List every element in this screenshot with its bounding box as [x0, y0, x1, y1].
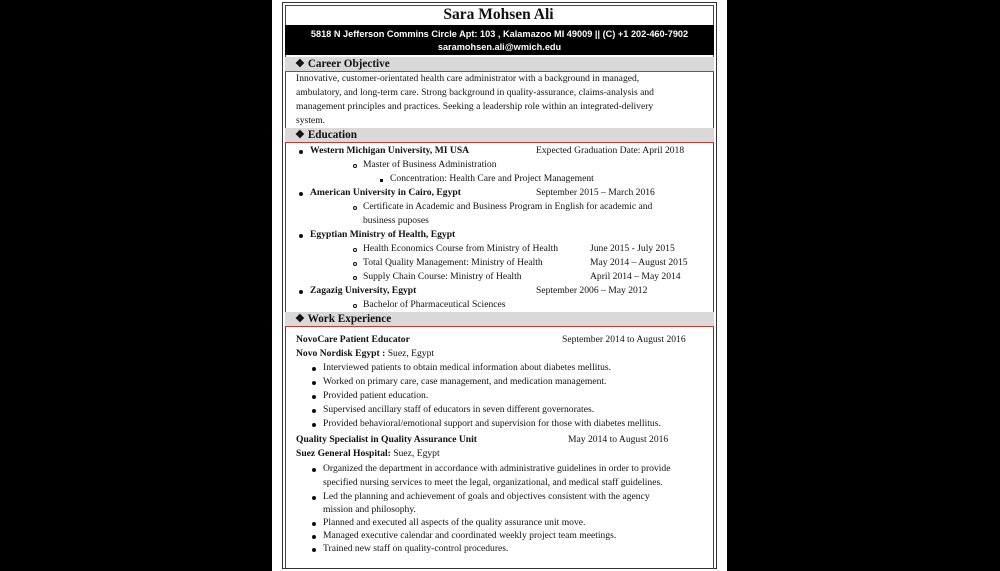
bullet-dot — [312, 381, 316, 385]
course-date: June 2015 - July 2015 — [590, 243, 675, 254]
job-bullet: Worked on primary care, case management, and medication management. — [323, 376, 607, 387]
job-bullet: Led the planning and achievement of goals and objectives consistent with the agency — [323, 491, 650, 502]
employer-name: Suez General Hospital: — [296, 448, 391, 459]
contact-banner — [285, 25, 714, 55]
job-date: September 2014 to August 2016 — [562, 334, 686, 345]
bullet-dot — [312, 535, 316, 539]
objective-line: system. — [296, 115, 326, 126]
job-bullet: Managed executive calendar and coordinated weekly project team meetings. — [323, 530, 617, 541]
bullet-circle — [353, 164, 357, 168]
section-title-objective: ❖ Career Objective — [295, 58, 390, 70]
bullet-dot — [312, 395, 316, 399]
course-date: May 2014 – August 2015 — [590, 257, 688, 268]
job-title: Quality Specialist in Quality Assurance Unit — [296, 434, 477, 445]
bullet-dot — [312, 468, 316, 472]
bullet-circle — [353, 304, 357, 308]
employer-line — [296, 447, 440, 461]
course-name: Supply Chain Course: Ministry of Health — [363, 271, 522, 282]
education-date: September 2015 – March 2016 — [536, 187, 655, 198]
job-bullet-cont: specified nursing services to meet the legal, organizational, and medical staff guidelines. — [323, 477, 663, 488]
candidate-name: Sara Mohsen Ali — [443, 6, 554, 23]
education-date: September 2006 – May 2012 — [536, 285, 648, 296]
certificate-cont: business puposes — [363, 215, 429, 226]
job-bullet-cont: mission and philosophy. — [323, 504, 416, 515]
job-date: May 2014 to August 2016 — [568, 434, 669, 445]
objective-line: management principles and practices. Seeking a leadership role within an integrated-delivery — [296, 101, 654, 112]
section-header-work — [285, 312, 714, 327]
job-bullet: Interviewed patients to obtain medical information about diabetes mellitus. — [323, 362, 611, 373]
job-bullet: Planned and executed all aspects of the quality assurance unit move. — [323, 517, 586, 528]
course-name: Health Economics Course from Ministry of Health — [363, 243, 559, 254]
certificate: Certificate in Academic and Business Program in English for academic and — [363, 201, 653, 212]
job-bullet: Provided patient education. — [323, 390, 429, 401]
employer-location: Suez, Egypt — [390, 448, 440, 459]
objective-line: Innovative, customer-orientated health care administrator with a background in managed, — [296, 73, 640, 84]
employer-name: Novo Nordisk Egypt : — [296, 348, 386, 359]
resume-page — [272, 0, 727, 571]
bullet-circle — [353, 248, 357, 252]
job-bullet: Trained new staff on quality-control procedures. — [323, 543, 509, 554]
job-bullet: Provided behavioral/emotional support and supervision for those with diabetes mellitus. — [323, 418, 661, 429]
section-header-education — [285, 128, 714, 143]
course-name: Total Quality Management: Ministry of Health — [363, 257, 543, 268]
section-header-objective — [285, 57, 714, 72]
bullet-dot — [299, 192, 303, 196]
school-name: American University in Cairo, Egypt — [310, 187, 461, 198]
degree: Bachelor of Pharmaceutical Sciences — [363, 299, 506, 310]
bullet-dot — [299, 290, 303, 294]
bullet-dot — [312, 409, 316, 413]
section-title-education: ❖ Education — [295, 129, 357, 141]
bullet-dot — [312, 423, 316, 427]
bullet-circle — [353, 276, 357, 280]
course-date: April 2014 – May 2014 — [590, 271, 681, 282]
school-name: Egyptian Ministry of Health, Egypt — [310, 229, 456, 240]
bullet-dot — [312, 367, 316, 371]
bullet-dot — [299, 150, 303, 154]
section-title-work: ❖ Work Experience — [295, 313, 392, 325]
bullet-dot — [312, 548, 316, 552]
school-name: Western Michigan University, MI USA — [310, 145, 470, 156]
email: saramohsen.ali@wmich.edu — [437, 42, 562, 52]
job-bullet: Organized the department in accordance with administrative guidelines in order to provide — [323, 463, 671, 474]
degree: Master of Business Administration — [363, 159, 497, 170]
job-title: NovoCare Patient Educator — [296, 334, 410, 345]
bullet-circle — [353, 206, 357, 210]
bullet-dot — [299, 234, 303, 238]
bullet-dot — [312, 522, 316, 526]
objective-line: ambulatory, and long-term care. Strong background in quality-assurance, claims-analysis and — [296, 87, 654, 98]
education-date: Expected Graduation Date: April 2018 — [536, 145, 685, 156]
bullet-square — [380, 179, 383, 182]
employer-location: Suez, Egypt — [385, 348, 435, 359]
page-border — [282, 2, 717, 569]
school-name: Zagazig University, Egypt — [310, 285, 417, 296]
address-phone: 5818 N Jefferson Commins Circle Apt: 103 , Kalamazoo MI 49009 || (C) +1 202-460-7902 — [310, 29, 689, 39]
bullet-dot — [312, 496, 316, 500]
employer-line — [296, 347, 434, 361]
concentration: Concentration: Health Care and Project Management — [390, 173, 594, 184]
bullet-circle — [353, 262, 357, 266]
job-bullet: Supervised ancillary staff of educators in seven different governorates. — [323, 404, 595, 415]
